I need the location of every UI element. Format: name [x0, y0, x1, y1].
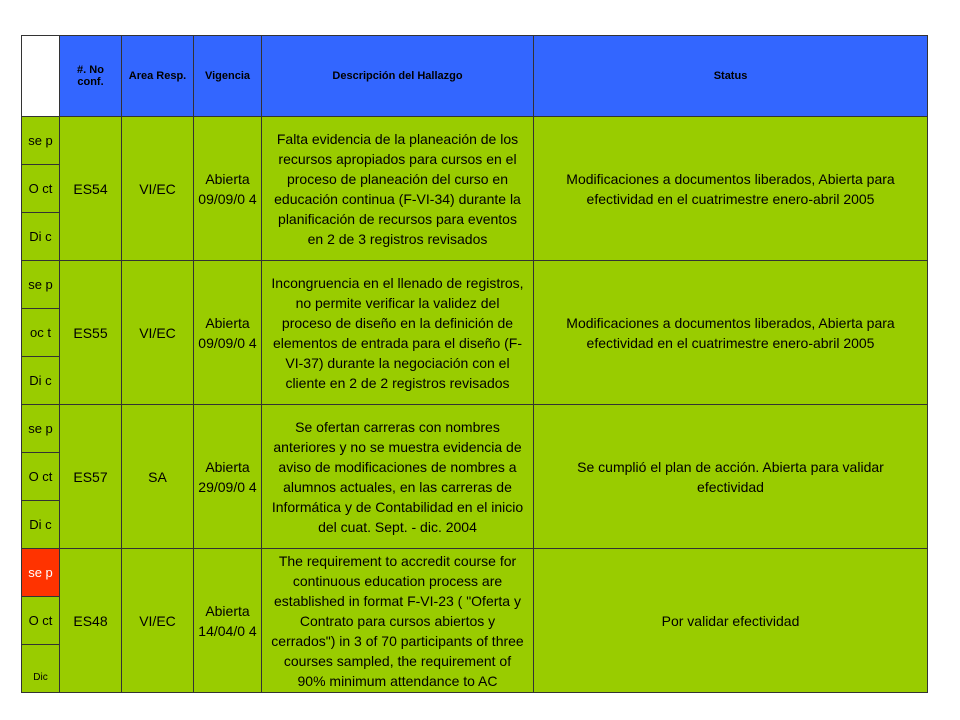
month-cell: se p — [22, 117, 60, 165]
month-cell: Di c — [22, 501, 60, 549]
header-area: Area Resp. — [122, 36, 194, 117]
descripcion-cell: Incongruencia en el llenado de registros, no permite verificar la validez del proceso de diseño en la definición de elementos de entrada para el diseño (F-VI-37) durante la negociación con el cliente en 2 de 2 registros revisados — [262, 261, 534, 405]
vigencia-cell: Abierta 09/09/0 4 — [194, 117, 262, 261]
header-row — [22, 36, 928, 117]
no-conf-cell: ES57 — [60, 405, 122, 549]
header-vigencia: Vigencia — [194, 36, 262, 117]
status-cell: Por validar efectividad — [534, 549, 928, 693]
month-cell: O ct — [22, 165, 60, 213]
month-cell: O ct — [22, 453, 60, 501]
vigencia-cell: Abierta 09/09/0 4 — [194, 261, 262, 405]
findings-table — [21, 35, 928, 693]
descripcion-cell: Se ofertan carreras con nombres anteriores y no se muestra evidencia de aviso de modificaciones de nombres a alumnos actuales, en las carreras de Informática y de Contabilidad en el inicio del cuat. Sept. - dic. 2004 — [262, 405, 534, 549]
month-cell: Dic — [22, 645, 60, 693]
status-cell: Modificaciones a documentos liberados, Abierta para efectividad en el cuatrimestre enero-abril 2005 — [534, 261, 928, 405]
header-blank-cell — [22, 36, 60, 117]
no-conf-cell: ES55 — [60, 261, 122, 405]
month-cell: se p — [22, 405, 60, 453]
descripcion-cell: The requirement to accredit course for continuous education process are established in format F-VI-23 ( "Oferta y Contrato para cursos abiertos y cerrados") in 3 of 70 participants of three courses sampled, the requirement of 90% minimum attendance to AC — [262, 549, 534, 693]
status-cell: Modificaciones a documentos liberados, Abierta para efectividad en el cuatrimestre enero-abril 2005 — [534, 117, 928, 261]
month-cell: Di c — [22, 357, 60, 405]
no-conf-cell: ES54 — [60, 117, 122, 261]
area-cell: SA — [122, 405, 194, 549]
month-cell: se p — [22, 261, 60, 309]
month-cell: oc t — [22, 309, 60, 357]
area-cell: VI/EC — [122, 261, 194, 405]
header-descripcion: Descripción del Hallazgo — [262, 36, 534, 117]
vigencia-cell: Abierta 14/04/0 4 — [194, 549, 262, 693]
table-row — [22, 405, 928, 453]
table-row — [22, 261, 928, 309]
no-conf-cell: ES48 — [60, 549, 122, 693]
vigencia-cell: Abierta 29/09/0 4 — [194, 405, 262, 549]
status-cell: Se cumplió el plan de acción. Abierta para validar efectividad — [534, 405, 928, 549]
header-no-conf: #. No conf. — [60, 36, 122, 117]
table-row — [22, 549, 928, 597]
area-cell: VI/EC — [122, 549, 194, 693]
descripcion-cell: Falta evidencia de la planeación de los recursos apropiados para cursos en el proceso de planeación del curso en educación continua (F-VI-34) durante la planificación de recursos para eventos en 2 de 3 registros revisados — [262, 117, 534, 261]
month-cell: O ct — [22, 597, 60, 645]
month-cell-highlighted: se p — [22, 549, 60, 597]
month-cell: Di c — [22, 213, 60, 261]
table-row — [22, 117, 928, 165]
area-cell: VI/EC — [122, 117, 194, 261]
header-status: Status — [534, 36, 928, 117]
